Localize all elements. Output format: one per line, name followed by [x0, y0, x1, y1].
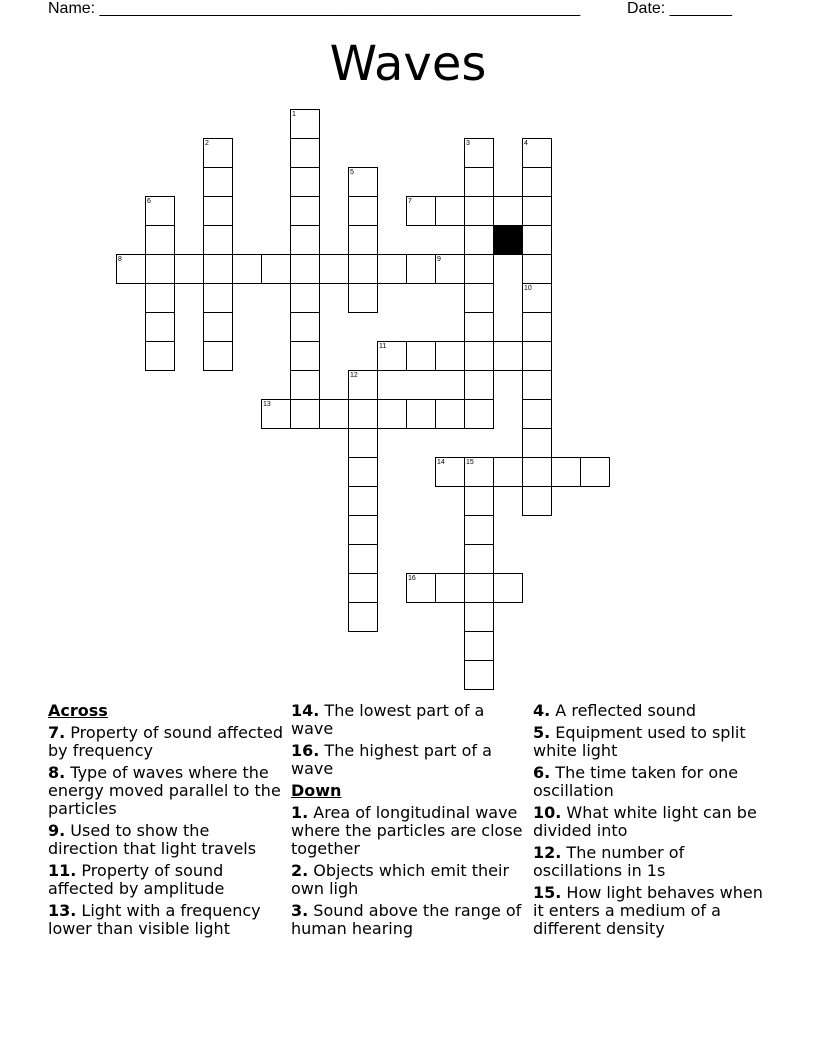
grid-cell[interactable] — [348, 225, 378, 255]
grid-cell[interactable] — [406, 399, 436, 429]
clue-number: 11 — [379, 343, 387, 350]
grid-cell[interactable] — [377, 254, 407, 284]
grid-cell[interactable] — [290, 167, 320, 197]
grid-cell[interactable] — [522, 225, 552, 255]
grid-cell[interactable] — [464, 370, 494, 400]
clue-text: Light with a frequency lower than visible light — [48, 901, 261, 938]
clue-text: A reflected sound — [550, 701, 697, 720]
grid-cell[interactable] — [348, 515, 378, 545]
clue-num: 3. — [291, 901, 309, 920]
clue-text: The time taken for one oscillation — [533, 763, 739, 800]
clue-num: 8. — [48, 763, 66, 782]
grid-cell[interactable] — [464, 167, 494, 197]
grid-cell[interactable] — [290, 283, 320, 313]
clue-text: The highest part of a wave — [291, 741, 492, 778]
grid-cell[interactable] — [464, 225, 494, 255]
grid-cell[interactable] — [261, 254, 291, 284]
clue-number: 16 — [408, 575, 416, 582]
clue-number: 15 — [466, 459, 474, 466]
clue-num: 11. — [48, 861, 77, 880]
clue-num: 9. — [48, 821, 66, 840]
grid-cell[interactable] — [319, 254, 349, 284]
grid-cell[interactable] — [290, 341, 320, 371]
grid-cell[interactable] — [145, 341, 175, 371]
grid-cell[interactable] — [290, 312, 320, 342]
clue-num: 15. — [533, 883, 562, 902]
grid-cell[interactable] — [435, 573, 465, 603]
clue-num: 12. — [533, 843, 562, 862]
grid-cell[interactable] — [290, 370, 320, 400]
clue — [533, 724, 768, 760]
grid-cell[interactable] — [145, 254, 175, 284]
clue-number: 2 — [205, 140, 209, 147]
grid-cell[interactable] — [348, 457, 378, 487]
clue-num: 7. — [48, 723, 66, 742]
date-field[interactable]: Date: _______ — [627, 0, 732, 17]
clue-num: 2. — [291, 861, 309, 880]
clue — [48, 862, 283, 898]
grid-cell[interactable] — [348, 602, 378, 632]
grid-cell[interactable] — [522, 167, 552, 197]
clue-number: 4 — [524, 140, 528, 147]
grid-cell[interactable] — [464, 515, 494, 545]
clue-num: 16. — [291, 741, 320, 760]
clue-text: Objects which emit their own ligh — [291, 861, 510, 898]
grid-cell[interactable] — [232, 254, 262, 284]
clue-text: The number of oscillations in 1s — [533, 843, 685, 880]
grid-cell[interactable] — [464, 486, 494, 516]
grid-cell[interactable] — [406, 254, 436, 284]
clue — [291, 702, 526, 738]
grid-cell[interactable] — [522, 254, 552, 284]
page-title: Waves — [329, 36, 487, 92]
clue-text: Sound above the range of human hearing — [291, 901, 522, 938]
clues-column-1 — [48, 702, 283, 942]
grid-cell[interactable] — [435, 196, 465, 226]
grid-cell[interactable] — [174, 254, 204, 284]
clue — [291, 804, 526, 858]
clue-number: 13 — [263, 401, 271, 408]
black-cell — [493, 225, 523, 255]
clue-number: 8 — [118, 256, 122, 263]
clue-number: 3 — [466, 140, 470, 147]
grid-cell[interactable] — [203, 225, 233, 255]
clue-num: 5. — [533, 723, 551, 742]
clue-num: 4. — [533, 701, 551, 720]
grid-cell[interactable] — [493, 457, 523, 487]
grid-cell[interactable] — [435, 341, 465, 371]
grid-cell[interactable] — [464, 573, 494, 603]
grid-cell[interactable] — [319, 399, 349, 429]
grid-cell[interactable] — [348, 196, 378, 226]
grid-cell[interactable] — [203, 167, 233, 197]
grid-cell[interactable] — [145, 312, 175, 342]
grid-cell[interactable] — [203, 341, 233, 371]
clue-text: The lowest part of a wave — [291, 701, 485, 738]
clue-text: Property of sound affected by frequency — [48, 723, 283, 760]
grid-cell[interactable] — [203, 312, 233, 342]
clue-text: What white light can be divided into — [533, 803, 757, 840]
clue — [48, 764, 283, 818]
clue — [291, 862, 526, 898]
clue — [291, 742, 526, 778]
grid-cell[interactable] — [464, 341, 494, 371]
clue — [291, 902, 526, 938]
clue-number: 9 — [437, 256, 441, 263]
grid-cell[interactable] — [522, 312, 552, 342]
clue — [48, 724, 283, 760]
clue-num: 6. — [533, 763, 551, 782]
clue — [533, 884, 768, 938]
clue — [48, 902, 283, 938]
clue — [533, 844, 768, 880]
grid-cell[interactable] — [348, 283, 378, 313]
down-heading: Down — [291, 781, 342, 800]
clue-number: 10 — [524, 285, 532, 292]
grid-cell[interactable] — [493, 341, 523, 371]
grid-cell[interactable] — [406, 341, 436, 371]
grid-cell[interactable] — [522, 486, 552, 516]
clue-number: 6 — [147, 198, 151, 205]
grid-cell[interactable] — [493, 573, 523, 603]
clue-text: Equipment used to split white light — [533, 723, 746, 760]
clue-num: 1. — [291, 803, 309, 822]
grid-cell[interactable] — [348, 544, 378, 574]
grid-cell[interactable] — [464, 254, 494, 284]
grid-cell[interactable] — [348, 428, 378, 458]
grid-cell[interactable] — [522, 399, 552, 429]
grid-cell[interactable] — [464, 399, 494, 429]
grid-cell[interactable] — [522, 428, 552, 458]
grid-cell[interactable] — [464, 196, 494, 226]
clue — [533, 804, 768, 840]
grid-cell[interactable] — [203, 254, 233, 284]
grid-cell[interactable] — [290, 225, 320, 255]
grid-cell[interactable] — [290, 138, 320, 168]
clue — [533, 764, 768, 800]
grid-cell[interactable] — [522, 457, 552, 487]
clue-num: 10. — [533, 803, 562, 822]
grid-cell[interactable] — [290, 196, 320, 226]
grid-cell[interactable] — [551, 457, 581, 487]
grid-cell[interactable] — [203, 196, 233, 226]
grid-cell[interactable] — [464, 602, 494, 632]
grid-cell[interactable] — [493, 196, 523, 226]
grid-cell[interactable] — [522, 370, 552, 400]
clue-text: Used to show the direction that light travels — [48, 821, 257, 858]
grid-cell[interactable] — [464, 312, 494, 342]
grid-cell[interactable] — [145, 225, 175, 255]
grid-cell[interactable] — [464, 283, 494, 313]
clue-number: 14 — [437, 459, 445, 466]
clue-num: 13. — [48, 901, 77, 920]
clue-text: Area of longitudinal wave where the particles are close together — [291, 803, 523, 858]
grid-cell[interactable] — [377, 399, 407, 429]
clue-number: 1 — [292, 111, 296, 118]
across-heading: Across — [48, 701, 108, 720]
clues-column-3 — [533, 702, 768, 942]
grid-cell[interactable] — [348, 254, 378, 284]
grid-cell[interactable] — [145, 283, 175, 313]
clues-column-2 — [291, 702, 526, 942]
grid-cell[interactable] — [580, 457, 610, 487]
clue — [533, 702, 768, 720]
clue-text: How light behaves when it enters a medium of a different density — [533, 883, 763, 938]
clue-number: 5 — [350, 169, 354, 176]
clue-num: 14. — [291, 701, 320, 720]
clue-text: Type of waves where the energy moved parallel to the particles — [48, 763, 281, 818]
name-field[interactable]: Name: ______________________________________________________ — [48, 0, 581, 17]
grid-cell[interactable] — [464, 544, 494, 574]
clue-number: 12 — [350, 372, 358, 379]
grid-cell[interactable] — [464, 631, 494, 661]
grid-cell[interactable] — [290, 399, 320, 429]
grid-cell[interactable] — [522, 196, 552, 226]
grid-cell[interactable] — [348, 486, 378, 516]
grid-cell[interactable] — [290, 254, 320, 284]
clue-text: Property of sound affected by amplitude — [48, 861, 225, 898]
grid-cell[interactable] — [348, 573, 378, 603]
grid-cell[interactable] — [464, 660, 494, 690]
grid-cell[interactable] — [435, 399, 465, 429]
grid-cell[interactable] — [348, 399, 378, 429]
clue — [48, 822, 283, 858]
grid-cell[interactable] — [203, 283, 233, 313]
grid-cell[interactable] — [522, 341, 552, 371]
clue-number: 7 — [408, 198, 412, 205]
